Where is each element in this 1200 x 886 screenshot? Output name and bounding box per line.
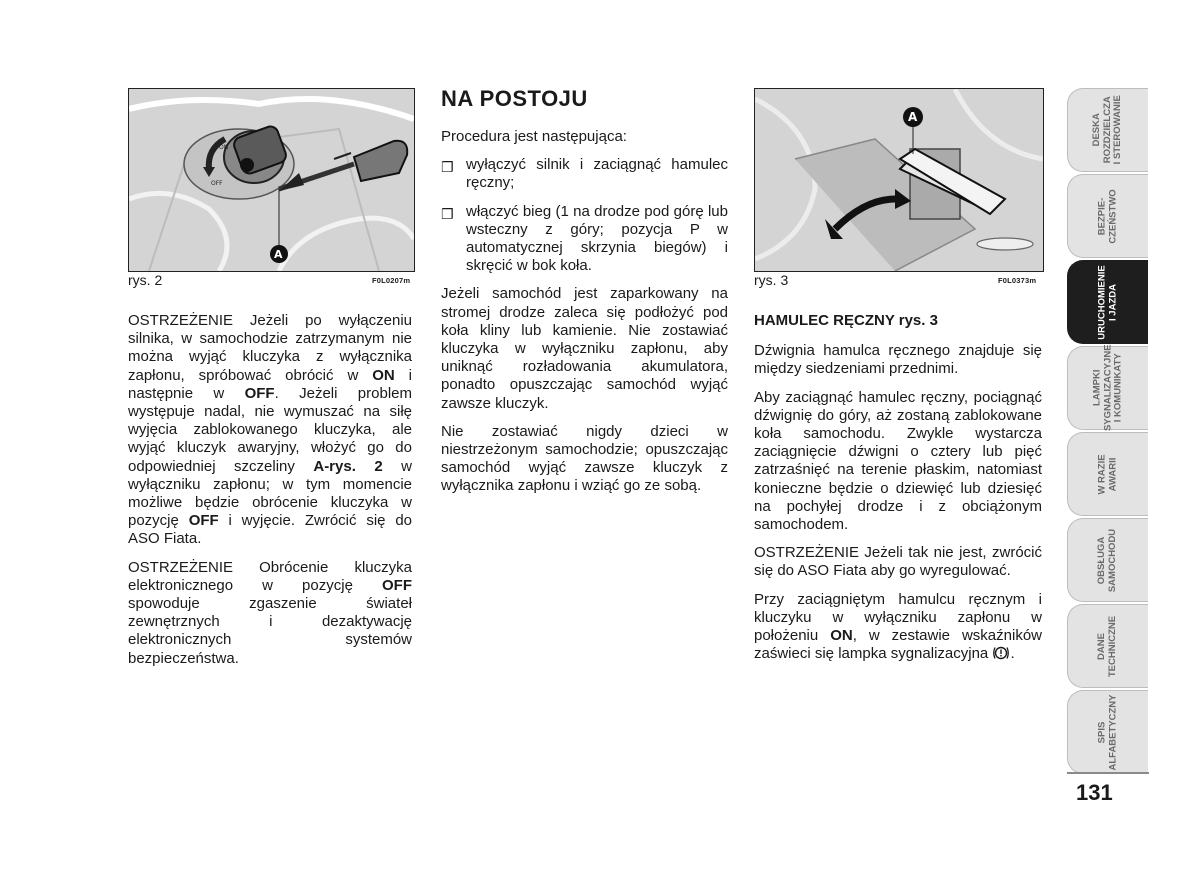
handbrake-illustration	[755, 89, 1043, 271]
left-column	[128, 312, 412, 678]
section-tab-line: SAMOCHODU	[1107, 528, 1118, 592]
section-tab[interactable]	[1067, 432, 1148, 516]
section-tab-line: I STEROWANIE	[1112, 95, 1124, 165]
section-tab-line: SPIS	[1096, 721, 1108, 743]
checkbox-bullet-icon: ❒	[441, 205, 454, 222]
paragraph: Jeżeli samochód jest zaparkowany na stromej drodze zaleca się podłożyć pod koła kliny lub kamienie. Nie zostawiać kluczyka w wyłączniku zapłonu, aby uniknąć rozładowania akumulatora, ponadto opuszczając samochód wyjąć zawsze kluczyk.	[441, 285, 728, 412]
bold-term: OFF	[244, 384, 275, 402]
bold-term: ON	[830, 627, 853, 645]
paragraph: Nie zostawiać nigdy dzieci w niestrzeżonym samochodzie; opuszczając samochód wyjąć zawsze kluczyk z wyłącznika zapłonu i wziąć go ze sobą.	[441, 422, 728, 495]
section-tab-line: CZEŃSTWO	[1106, 188, 1118, 244]
section-tab[interactable]	[1067, 518, 1148, 602]
tabs-bottom-rule	[1067, 772, 1149, 774]
section-tabs	[1067, 88, 1149, 774]
section-tab-line: DANE	[1096, 632, 1108, 660]
callout-a-label: A	[908, 110, 918, 124]
section-tab-label	[1097, 454, 1118, 494]
warning-paragraph: OSTRZEŻENIE Jeżeli po wyłączeniu silnika, w samochodzie zatrzymanym nie można wyjąć kluczyka z wyłącznika zapłonu, spróbować obrócić w ON i następnie w OFF. Jeżeli problem występuje nadal, nie wymuszać na siłę wyjęcia zablokowanego kluczyka, ale wyjąć kluczyk awaryjny, włożyć go do odpowiedniej szczeliny A-rys. 2 w wyłączniku zapłonu; w tym momencie możliwe będzie obrócenie kluczyka w pozycję OFF i wyjęcie. Zwrócić się do ASO Fiata.	[128, 312, 413, 548]
section-tab-line: TECHNICZNE	[1106, 615, 1118, 677]
figure-ignition-key	[128, 88, 415, 272]
bold-term: OFF	[188, 512, 219, 530]
bold-term: A-rys. 2	[313, 457, 383, 475]
section-tab-line: SYGNALIZACYJNE	[1101, 344, 1113, 432]
section-tab-line: ALFABETYCZNY	[1107, 694, 1118, 770]
paragraph: Aby zaciągnąć hamulec ręczny, pociągnąć dźwignię do góry, aż zostaną zablokowane koła samochodu. Zwykle wystarcza zaciągnięcie dźwigni o cztery lub pięć zatrzaśnięć na terenie płaskim, natomiast konieczne będzie o dziewięć lub dziesięć na pochyłej drodze i z obciążonym samochodem.	[754, 388, 1042, 534]
section-tab-line: W RAZIE	[1096, 453, 1108, 495]
section-tab[interactable]	[1067, 88, 1148, 172]
warning-paragraph: OSTRZEŻENIE Jeżeli tak nie jest, zwrócić się do ASO Fiata aby go wyregulować.	[754, 544, 1042, 580]
callout-a-label: A	[274, 248, 283, 261]
list-item-text: włączyć bieg (1 na drodze pod górę lub wsteczny z góry; pozycja P w automatycznej skrzynia biegów) i skręcić w bok koła.	[466, 202, 728, 275]
list-item	[441, 156, 728, 192]
figure-handbrake	[754, 88, 1044, 272]
section-tab[interactable]	[1067, 690, 1148, 774]
section-tab-label	[1098, 528, 1119, 591]
brake-warning-icon	[992, 645, 1010, 666]
svg-text:ON: ON	[219, 144, 229, 151]
warning-paragraph: OSTRZEŻENIE Obrócenie kluczyka elektronicznego w pozycję OFF spowoduje zgaszenie świateł zewnętrznych i dezaktywację elektronicznych systemów bezpieczeństwa.	[128, 558, 412, 667]
figure-caption: rys. 3	[754, 272, 789, 288]
middle-column	[441, 88, 728, 506]
section-tab[interactable]	[1067, 174, 1148, 258]
intro-text: Procedura jest następująca:	[441, 128, 627, 145]
section-tab-label	[1092, 345, 1124, 432]
section-title: NA POSTOJU	[441, 86, 588, 111]
list-item	[441, 203, 728, 276]
section-tab-label	[1097, 189, 1118, 243]
procedure-list	[441, 156, 728, 275]
section-tab-label	[1098, 694, 1119, 770]
section-tab-line: I KOMUNIKATY	[1112, 353, 1124, 423]
section-tab-label	[1097, 265, 1118, 339]
section-tab-line: I JAZDA	[1106, 283, 1118, 321]
paragraph: Przy zaciągniętym hamulcu ręcznym i kluczyku w wyłączniku zapłonu w położeniu ON, w zestawie wskaźników zaświeci się lampka sygnalizacyjna .	[754, 591, 1042, 667]
section-tab-line: LAMPKI	[1091, 369, 1103, 407]
section-tab[interactable]	[1067, 346, 1148, 430]
svg-text:OFF: OFF	[211, 180, 223, 187]
page-number: 131	[1076, 780, 1113, 805]
section-tab[interactable]	[1067, 604, 1148, 688]
right-column	[754, 312, 1042, 676]
paragraph: Dźwignia hamulca ręcznego znajduje się między siedzeniami przednimi.	[754, 342, 1042, 378]
section-tab-line: DESKA	[1091, 113, 1103, 147]
figure-caption: rys. 2	[128, 272, 163, 288]
section-tab-line: URUCHOMIENIE	[1096, 264, 1108, 340]
section-tab[interactable]	[1067, 260, 1148, 344]
subsection-heading: HAMULEC RĘCZNY rys. 3	[754, 312, 938, 329]
bold-term: ON	[372, 366, 395, 384]
bold-term: OFF	[382, 576, 412, 594]
section-tab-label	[1097, 615, 1118, 676]
figure-code: F0L0373m	[998, 276, 1037, 285]
section-tab-label	[1092, 95, 1124, 164]
figure-code: F0L0207m	[372, 276, 411, 285]
list-item-text: wyłączyć silnik i zaciągnąć hamulec ręczny;	[466, 156, 728, 192]
section-tab-line: OBSŁUGA	[1096, 536, 1108, 584]
checkbox-bullet-icon: ❒	[441, 159, 454, 176]
section-tab-line: BEZPIE-	[1096, 197, 1108, 235]
ignition-key-illustration	[129, 89, 414, 271]
section-tab-line: ROZDZIELCZA	[1101, 96, 1113, 164]
section-tab-line: AWARII	[1106, 457, 1118, 491]
